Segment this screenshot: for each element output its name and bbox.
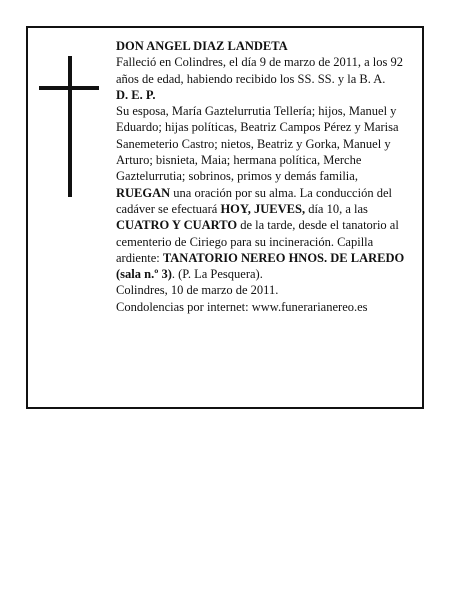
rest-in-peace: D. E. P. — [116, 87, 156, 102]
place-date: Colindres, 10 de marzo de 2011. — [116, 283, 279, 298]
obituary-text — [116, 38, 418, 315]
condolences-line: Condolencias por internet: www.funerarianereo.es — [116, 299, 368, 314]
family-list: Su esposa, María Gaztelurrutia Tellería; hijos, Manuel y Eduardo; hijas políticas, Beatriz Campos Pérez y Marisa Sanemeterio Castro; nietos, Beatriz y Gorka, Manuel y Arturo; bisnieta, Maia; hermana política, Merche Gaztelurrutia; sobrinos, primos y demás familia, — [116, 104, 399, 184]
death-info: Falleció en Colindres, el día 9 de marzo de 2011, a los 92 años de edad, habiendo recibido los SS. SS. y la B. A. — [116, 55, 403, 86]
request-text-4: . (P. La Pesquera). — [171, 267, 263, 282]
deceased-name: DON ANGEL DIAZ LANDETA — [116, 39, 288, 53]
request-text-3: de la tarde, desde el tanatorio al cementerio de Ciriego para su incineración. Capilla ardiente: — [116, 218, 399, 265]
cross-vertical-bar — [68, 56, 72, 197]
request-text-2: día 10, a las — [305, 201, 368, 216]
obituary-notice — [26, 26, 424, 409]
funeral-chapel: TANATORIO NEREO HNOS. DE LAREDO (sala n.º 3) — [116, 250, 405, 282]
funeral-day: HOY, JUEVES, — [220, 201, 306, 216]
funeral-time: CUATRO Y CUARTO — [116, 218, 238, 233]
request-text-1: una oración por su alma. La conducción del cadáver se efectuará — [116, 185, 392, 216]
funeral-request — [116, 185, 418, 283]
cross-horizontal-bar — [39, 86, 99, 90]
ruegan-label: RUEGAN — [116, 185, 171, 200]
